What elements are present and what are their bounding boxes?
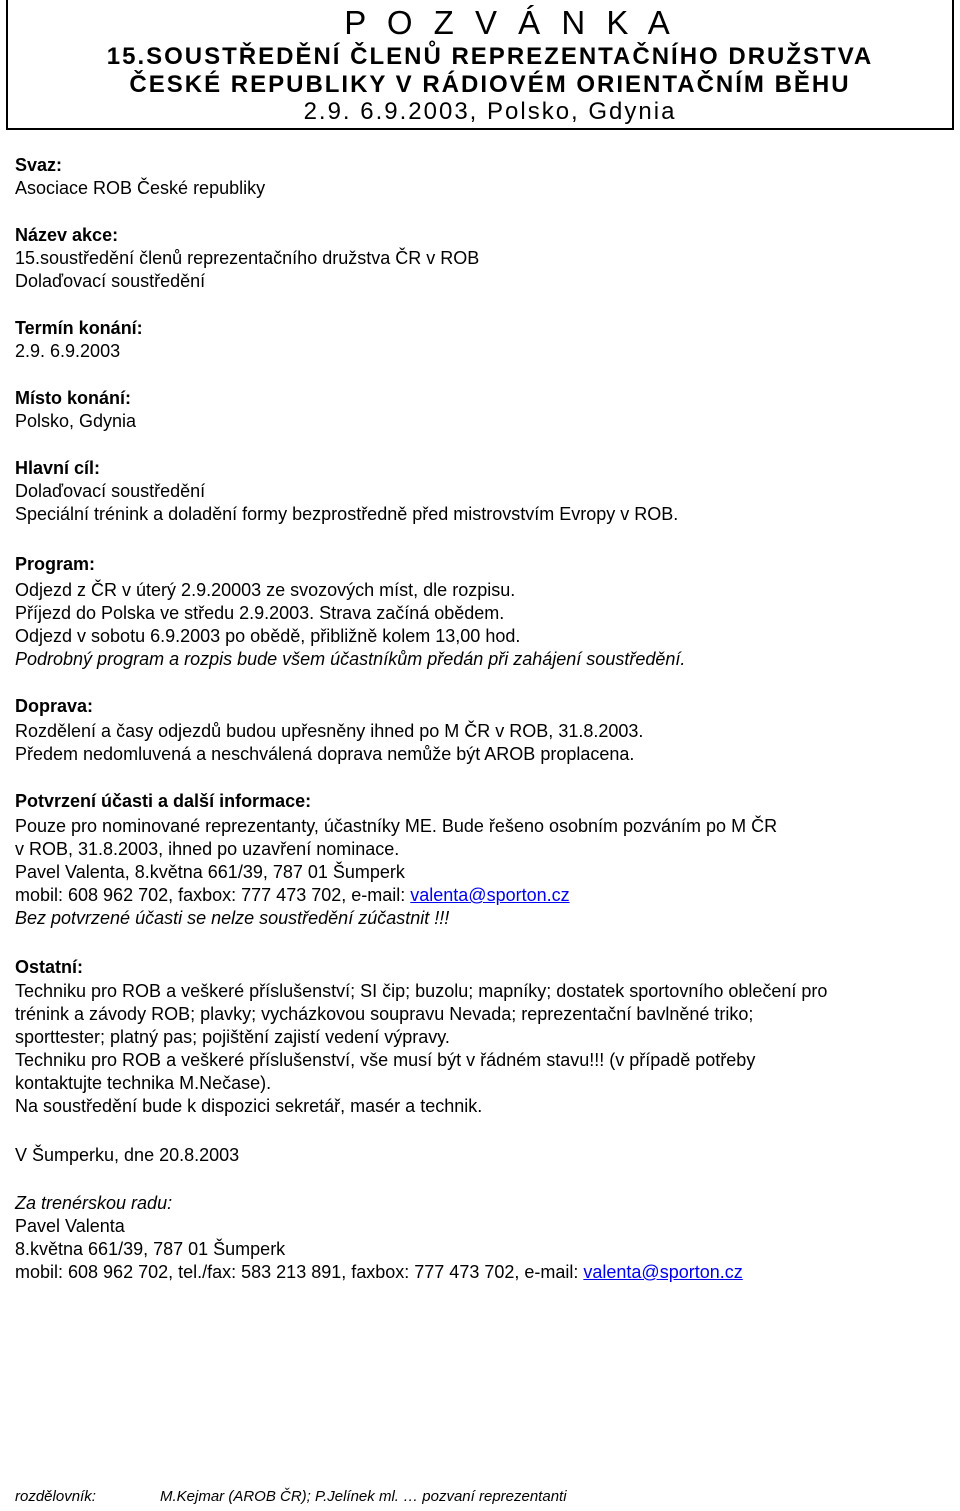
signature-email-link[interactable]: valenta@sporton.cz [583, 1262, 743, 1282]
program-line-3: Odjezd v sobotu 6.9.2003 po obědě, přibližně kolem 13,00 hod. [15, 626, 521, 646]
potvrzeni-label: Potvrzení účasti a další informace: [15, 791, 312, 811]
header-line-1: 15.SOUSTŘEDĚNÍ ČLENŮ REPREZENTAČNÍHO DRUŽSTVA [106, 43, 874, 70]
termin-label: Termín konání: [15, 318, 143, 338]
ostatni-line-3: sporttester; platný pas; pojištění zajistí vedení výpravy. [15, 1027, 450, 1047]
doprava-line-2: Předem nedomluvená a neschválená doprava nemůže být AROB proplacena. [15, 744, 635, 764]
svaz-label: Svaz: [15, 155, 63, 175]
program-line-2: Příjezd do Polska ve středu 2.9.2003. Strava začíná obědem. [15, 603, 505, 623]
program-label: Program: [15, 554, 96, 574]
doprava-label: Doprava: [15, 696, 94, 716]
misto-label: Místo konání: [15, 388, 131, 408]
signature-name: Pavel Valenta [15, 1216, 125, 1236]
footer [15, 1488, 567, 1505]
ostatni-line-6: Na soustředění bude k dispozici sekretář, masér a technik. [15, 1096, 483, 1116]
email-link[interactable]: valenta@sporton.cz [410, 885, 570, 905]
header-line-2: ČESKÉ REPUBLIKY V RÁDIOVÉM ORIENTAČNÍM BĚHU [129, 71, 851, 98]
header-line-3: 2.9. 6.9.2003, Polsko, Gdynia [303, 98, 677, 125]
potvrzeni-line-1: Pouze pro nominované reprezentanty, účastníky ME. Bude řešeno osobním pozváním po M ČR [15, 816, 778, 836]
potvrzeni-line-3: Pavel Valenta, 8.května 661/39, 787 01 Šumperk [15, 862, 405, 882]
cil-line-1: Dolaďovací soustředění [15, 481, 206, 501]
ostatni-label: Ostatní: [15, 957, 84, 977]
signature-address: 8.května 661/39, 787 01 Šumperk [15, 1239, 286, 1259]
nazev-label: Název akce: [15, 225, 119, 245]
header-box [6, 0, 954, 130]
ostatni-line-5: kontaktujte technika M.Nečase). [15, 1073, 272, 1093]
date-place: V Šumperku, dne 20.8.2003 [15, 1145, 240, 1165]
potvrzeni-line-2: v ROB, 31.8.2003, ihned po uzavření nominace. [15, 839, 400, 859]
ostatni-line-2: trénink a závody ROB; plavky; vycházkovou soupravu Nevada; reprezentační bavlněné triko; [15, 1004, 754, 1024]
nazev-line-1: 15.soustředění členů reprezentačního družstva ČR v ROB [15, 248, 480, 268]
potvrzeni-warning: Bez potvrzené účasti se nelze soustředění zúčastnit !!! [15, 908, 450, 928]
doprava-line-1: Rozdělení a časy odjezdů budou upřesněny ihned po M ČR v ROB, 31.8.2003. [15, 721, 644, 741]
program-line-4: Podrobný program a rozpis bude všem účastníkům předán při zahájení soustředění. [15, 649, 686, 669]
document-title: P O Z V Á N K A [344, 4, 676, 41]
cil-line-2: Speciální trénink a doladění formy bezprostředně před mistrovstvím Evropy v ROB. [15, 504, 679, 524]
misto-value: Polsko, Gdynia [15, 411, 137, 431]
footer-label: rozdělovník: [15, 1488, 96, 1505]
program-line-1: Odjezd z ČR v úterý 2.9.20003 ze svozových míst, dle rozpisu. [15, 580, 516, 600]
signature-contact [15, 1261, 743, 1283]
potvrzeni-contact [15, 884, 570, 906]
nazev-line-2: Dolaďovací soustředění [15, 271, 206, 291]
svaz-value: Asociace ROB České republiky [15, 178, 266, 198]
termin-value: 2.9. 6.9.2003 [15, 341, 121, 361]
ostatni-line-1: Techniku pro ROB a veškeré příslušenství; SI čip; buzolu; mapníky; dostatek sportovního oblečení pro [15, 981, 828, 1001]
ostatni-line-4: Techniku pro ROB a veškeré příslušenství, vše musí být v řádném stavu!!! (v případě potřeby [15, 1050, 756, 1070]
potvrzeni-contact-text: mobil: 608 962 702, faxbox: 777 473 702, e-mail: [15, 885, 411, 905]
signature-contact-text: mobil: 608 962 702, tel./fax: 583 213 891, faxbox: 777 473 702, e-mail: [15, 1262, 584, 1282]
signature-label: Za trenérskou radu: [15, 1193, 173, 1213]
cil-label: Hlavní cíl: [15, 458, 101, 478]
footer-value: M.Kejmar (AROB ČR); P.Jelínek ml. … pozvaní reprezentanti [160, 1488, 567, 1505]
